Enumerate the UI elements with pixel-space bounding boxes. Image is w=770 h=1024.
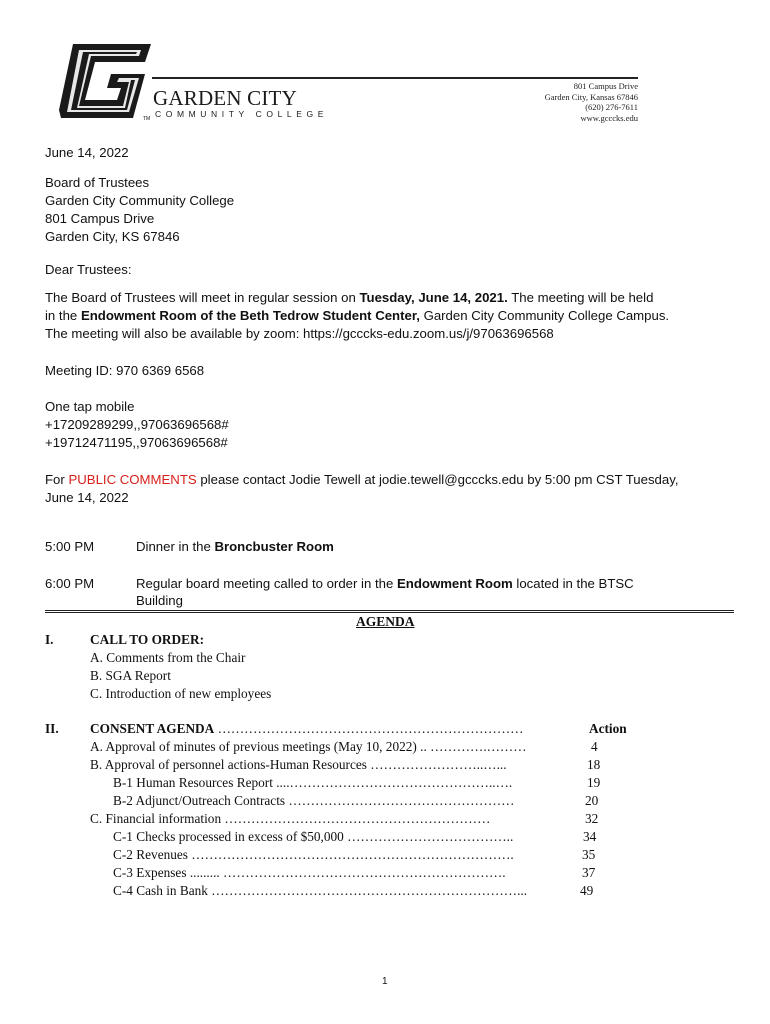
section-rule [45,610,734,613]
paragraph-line: in the Endowment Room of the Beth Tedrow Student Center, Garden City Community College Campus. [45,308,670,323]
schedule-desc: Dinner in the Broncbuster Room [136,539,334,554]
section-title: CONSENT AGENDA …………………………………………………………… [90,721,524,736]
agenda-item: A. Comments from the Chair [90,650,246,665]
agenda-line-text: A. Approval of minutes of previous meetings (May 10, 2022) .. ………….……… [90,739,527,754]
agenda-item: B. SGA Report [90,668,171,683]
section-number: I. [45,632,54,647]
agenda-title: AGENDA [356,614,415,629]
agenda-item: C. Introduction of new employees [90,686,272,701]
address-line[interactable]: www.gcccks.edu [580,112,638,123]
page-ref: 19 [587,775,601,790]
letter-date: June 14, 2022 [45,145,129,160]
paragraph-line: The Board of Trustees will meet in regular session on Tuesday, June 14, 2021. The meeting will be held [45,290,654,305]
recipient-line: Board of Trustees [45,175,150,190]
page-ref: 37 [582,865,596,880]
page-ref: 32 [585,811,599,826]
college-name: GARDEN CITY [153,86,297,110]
agenda-line-text: C-3 Expenses ......... ………………………………………………………. [113,865,506,880]
address-line: (620) 276-7611 [585,102,638,112]
salutation: Dear Trustees: [45,262,132,277]
agenda-line-text: C-1 Checks processed in excess of $50,000 ……………………………….. [113,829,514,844]
page-ref: 20 [585,793,599,808]
agenda-line-text: B-2 Adjunct/Outreach Contracts …………………………………………… [113,793,515,808]
college-logo [55,40,155,122]
page-ref: 35 [582,847,596,862]
agenda-line-text: B. Approval of personnel actions-Human Resources ……………………..…... [90,757,507,772]
meeting-id: Meeting ID: 970 6369 6568 [45,363,205,378]
recipient-line: Garden City, KS 67846 [45,229,180,244]
page-ref: 18 [587,757,601,772]
page-ref: 4 [591,739,598,754]
agenda-line-text: C-4 Cash in Bank ……………………………………………………………... [113,883,528,898]
tap-number[interactable]: +19712471195,,97063696568# [45,435,228,450]
tap-number[interactable]: +17209289299,,97063696568# [45,417,229,432]
college-subname: COMMUNITY COLLEGE [155,109,328,119]
zoom-link-line[interactable]: The meeting will also be available by zoom: https://gcccks-edu.zoom.us/j/97063696568 [45,326,554,341]
one-tap-label: One tap mobile [45,399,135,414]
page-ref: 34 [583,829,597,844]
agenda-line-text: C-2 Revenues ………………………………………………………………. [113,847,514,862]
agenda-line-text: B-1 Human Resources Report ....………………………………………..…. [113,775,513,790]
recipient-line: Garden City Community College [45,193,235,208]
schedule-desc-cont: Building [136,593,183,608]
section-title: CALL TO ORDER: [90,632,205,647]
college-address [545,81,638,123]
section-number: II. [45,721,59,736]
public-comments-line: For PUBLIC COMMENTS please contact Jodie Tewell at jodie.tewell@gcccks.edu by 5:00 pm CST Tuesday, [45,472,679,487]
address-line: 801 Campus Drive [573,81,638,91]
trademark-mark: TM [143,116,151,122]
schedule-time: 6:00 PM [45,576,95,591]
recipient-line: 801 Campus Drive [45,211,155,226]
schedule-time: 5:00 PM [45,539,95,554]
page-ref: 49 [580,883,594,898]
address-line: Garden City, Kansas 67846 [544,91,638,102]
page-number: 1 [382,976,388,987]
schedule-desc: Regular board meeting called to order in the Endowment Room located in the BTSC [136,576,634,591]
agenda-line-text: C. Financial information …………………………………………………… [90,811,491,826]
public-comments-line: June 14, 2022 [45,490,129,505]
letterhead-rule [152,77,638,79]
action-label: Action [589,721,627,736]
